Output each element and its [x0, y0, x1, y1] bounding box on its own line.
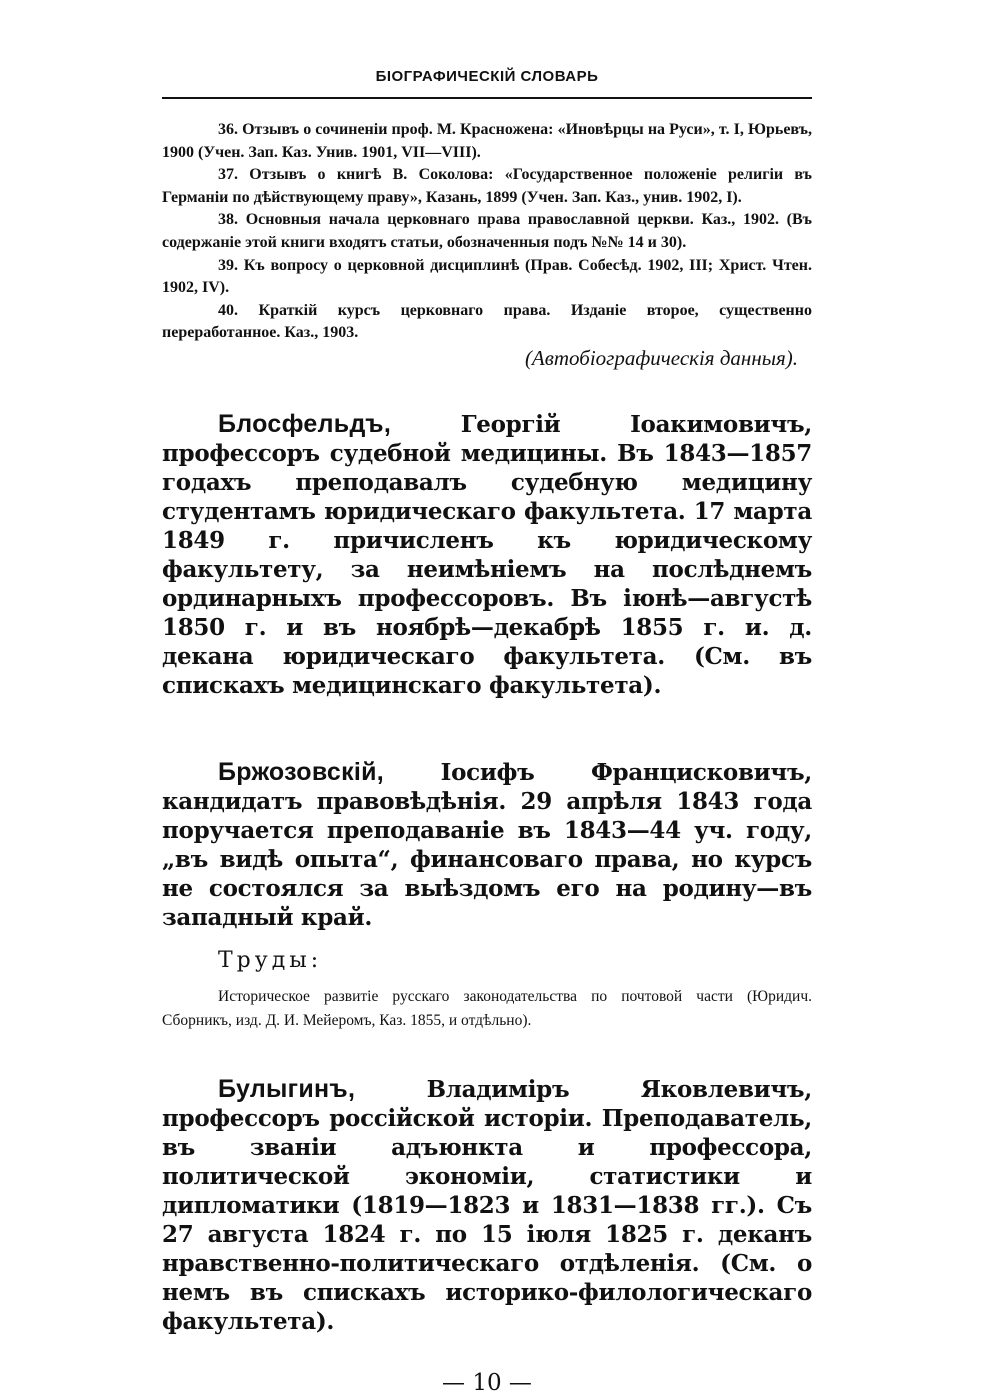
header-rule [162, 97, 812, 99]
entry-blosfeld [162, 410, 812, 700]
entry-bulygin [162, 1075, 812, 1336]
page-number: — 10 — [442, 1369, 532, 1396]
document-page [162, 68, 812, 1396]
running-title: БІОГРАФИЧЕСКІЙ СЛОВАРЬ [375, 68, 599, 85]
entry-text: Іосифъ Францисковичъ, кандидатъ правовѣдѣнія. 29 апрѣля 1843 года поручается преподаваніе въ 1843—44 уч. году, „въ видѣ опыта“, финансоваго права, но курсъ не состоялся за выѣздомъ его на родину—въ западный край. [162, 758, 812, 931]
bibliography-list [162, 119, 812, 345]
bibliography-item: 36. Отзывъ о сочиненіи проф. М. Красножена: «Иновѣрцы на Руси», т. I, Юрьевъ, 1900 (Учен. Зап. Каз. Унив. 1901, VII—VIII). [162, 121, 812, 161]
entry-headword: Бржозовскій, [218, 757, 385, 786]
entry-headword: Блосфельдъ, [218, 409, 392, 438]
entry-text: Георгій Іоакимовичъ, профессоръ судебной медицины. Въ 1843—1857 годахъ преподавалъ судебную медицину студентамъ юридическаго факультета. 17 марта 1849 г. причисленъ къ юридическому факультету, за неимѣніемъ на послѣднемъ ординарныхъ профессоровъ. Въ іюнѣ—августѣ 1850 г. и въ ноябрѣ—декабрѣ 1855 г. и. д. декана юридическаго факультета. (См. въ спискахъ медицинскаго факультета). [162, 410, 812, 699]
works-item: Историческое развитіе русскаго законодательства по почтовой части (Юридич. Сборникъ, изд. Д. И. Мейеромъ, Каз. 1855, и отдѣльно). [162, 987, 812, 1029]
bibliography-item: 40. Краткій курсъ церковнаго права. Изданіе второе, существенно переработанное. Каз., 1903. [162, 301, 812, 342]
source-attribution: (Автобіографическія данныя). [524, 345, 798, 370]
entry-text: Владиміръ Яковлевичъ, профессоръ россійской исторіи. Преподаватель, въ званіи адъюнкта и профессора, политической экономіи, статистики и дипломатики (1819—1823 и 1831—1838 гг.). Съ 27 августа 1824 г. по 15 іюля 1825 г. деканъ нравственно-политическаго отдѣленія. (См. о немъ въ спискахъ историко-филологическаго факультета). [162, 1075, 812, 1335]
entry-brzhozovsky [162, 758, 812, 932]
bibliography-item: 37. Отзывъ о книгѣ В. Соколова: «Государственное положеніе религіи въ Германіи по дѣйствующему праву», Казань, 1899 (Учен. Зап. Каз., унив. 1902, I). [162, 166, 812, 206]
bibliography-item: 39. Къ вопросу о церковной дисциплинѣ (Прав. Собесѣд. 1902, III; Христ. Чтен. 1902, IV). [162, 256, 812, 297]
bibliography-item: 38. Основныя начала церковнаго права православной церкви. Каз., 1902. (Въ содержаніе этой книги входятъ статьи, обозначенныя подъ №№ 14 и 30). [162, 211, 812, 251]
entry-headword: Булыгинъ, [218, 1074, 356, 1103]
works-label: Труды: [218, 947, 323, 973]
